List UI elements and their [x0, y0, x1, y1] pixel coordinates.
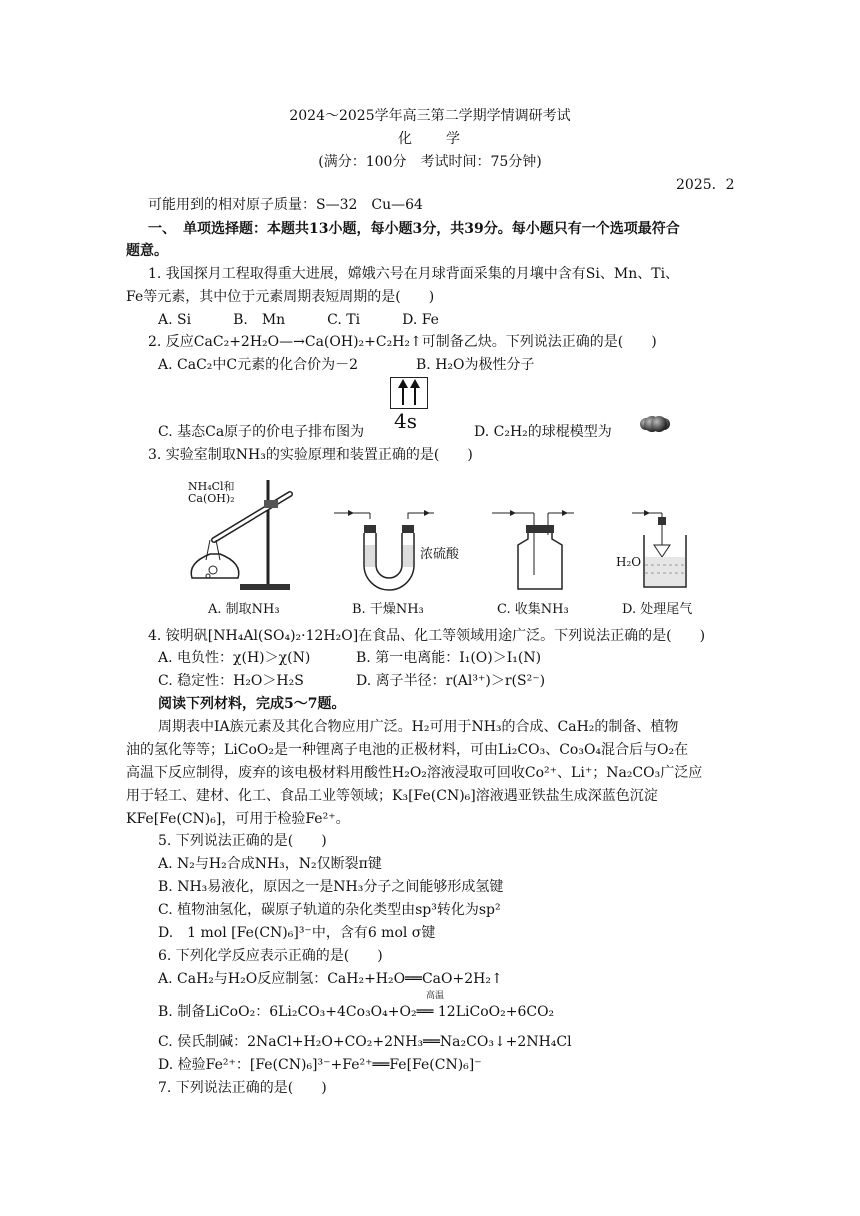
q2-option-c: C. 基态Ca原子的价电子排布图为 [158, 424, 365, 440]
q5-stem: 5. 下列说法正确的是( ) [158, 833, 327, 849]
section1-heading-cont: 题意。 [126, 243, 168, 259]
q5-option-a: A. N₂与H₂合成NH₃，N₂仅断裂π键 [158, 856, 382, 872]
reagent-label-2: Ca(OH)₂ [188, 492, 235, 505]
reading-line-4: 用于轻工、建材、化工、食品工业等领域；K₃[Fe(CN)₆]溶液遇亚铁盐生成深蓝色沉淀 [126, 788, 658, 804]
caption-a: A. 制取NH₃ [208, 602, 280, 617]
q6-option-d: D. 检验Fe²⁺：[Fe(CN)₆]³⁻+Fe²⁺══Fe[Fe(CN)₆]⁻ [158, 1057, 482, 1073]
q2-stem: 2. 反应CaC₂+2H₂O—→Ca(OH)₂+C₂H₂↑可制备乙炔。下列说法正确的是( ) [148, 334, 657, 350]
q1-stem-cont: Fe等元素，其中位于元素周期表短周期的是( ) [126, 289, 435, 305]
q1-stem: 1. 我国探月工程取得重大进展，嫦娥六号在月球背面采集的月壤中含有Si、Mn、Ti、 [148, 266, 680, 282]
q2-option-d: D. C₂H₂的球棍模型为 [474, 424, 612, 440]
reading-line-1: 周期表中ⅠA族元素及其化合物应用广泛。H₂可用于NH₃的合成、CaH₂的制备、植物 [158, 719, 679, 735]
caption-b: B. 干燥NH₃ [352, 602, 424, 617]
reading-intro: 阅读下列材料，完成5～7题。 [158, 696, 346, 712]
q4-option-a: A. 电负性：χ(H)＞χ(N) [158, 650, 311, 666]
q6-stem: 6. 下列化学反应表示正确的是( ) [158, 948, 383, 964]
c2h2-ball-model-icon [640, 410, 670, 438]
q5-option-c: C. 植物油氢化，碳原子轨道的杂化类型由sp³转化为sp² [158, 902, 501, 918]
caption-d: D. 处理尾气 [622, 602, 693, 617]
q4-stem: 4. 铵明矾[NH₄Al(SO₄)₂·12H₂O]在食品、化工等领域用途广泛。下列说法正确的是( ) [148, 628, 706, 644]
q4-option-b: B. 第一电离能：I₁(O)＞I₁(N) [356, 650, 542, 666]
q2-option-a: A. CaC₂中C元素的化合价为－2 [158, 357, 359, 373]
exam-info: (满分：100分 考试时间：75分钟) [318, 154, 542, 170]
paired-arrows-icon [391, 378, 427, 408]
exam-title: 2024～2025学年高三第二学期学情调研考试 [289, 108, 571, 124]
reading-line-3: 高温下反应制得，废弃的该电极材料用酸性H₂O₂溶液浸取可回收Co²⁺、Li⁺；Na₂CO₃广泛应 [126, 765, 703, 781]
orbital-label: 4s [394, 409, 417, 433]
section1-heading: 一、 单项选择题：本题共13小题，每小题3分，共39分。每小题只有一个选项最符合 [148, 221, 680, 237]
atomic-mass-note: 可能用到的相对原子质量：S—32 Cu—64 [148, 197, 423, 213]
q3-stem: 3. 实验室制取NH₃的实验原理和装置正确的是( ) [148, 447, 473, 463]
reading-line-5: KFe[Fe(CN)₆]，可用于检验Fe²⁺。 [126, 811, 350, 827]
q7-stem: 7. 下列说法正确的是( ) [158, 1080, 327, 1096]
q2-option-b: B. H₂O为极性分子 [416, 357, 535, 373]
q5-option-b: B. NH₃易液化，原因之一是NH₃分子之间能够形成氢键 [158, 879, 504, 895]
q6-option-b: B. 制备LiCoO₂：6Li₂CO₃+4Co₃O₄+O₂══ 12LiCoO₂+6CO₂ [158, 1004, 555, 1020]
q6-option-c: C. 侯氏制碱：2NaCl+H₂O+CO₂+2NH₃══Na₂CO₃↓+2NH₄Cl [158, 1034, 572, 1050]
q6-b-condition: 高温 [426, 991, 445, 1001]
reading-line-2: 油的氢化等等；LiCoO₂是一种锂离子电池的正极材料，可由Li₂CO₃、Co₃O₄混合后与O₂在 [126, 742, 689, 758]
acid-label: 浓硫酸 [420, 547, 460, 562]
exam-date: 2025．2 [676, 177, 735, 193]
caption-c: C. 收集NH₃ [497, 602, 569, 617]
q1-options: A. Si B. Mn C. Ti D. Fe [158, 312, 439, 328]
q6-option-a: A. CaH₂与H₂O反应制氢：CaH₂+H₂O══CaO+2H₂↑ [158, 971, 503, 987]
q4-option-c: C. 稳定性：H₂O＞H₂S [158, 673, 304, 689]
reagent-label: NH₄Cl和 [188, 480, 235, 493]
apparatus-c-figure [490, 505, 580, 595]
q5-option-d: D. 1 mol [Fe(CN)₆]³⁻中，含有6 mol σ键 [158, 925, 436, 941]
subject-title: 化 学 [398, 131, 462, 147]
water-label: H₂O [616, 555, 642, 569]
apparatus-d-figure [630, 505, 710, 595]
orbital-box [390, 377, 428, 409]
q4-option-d: D. 离子半径：r(Al³⁺)＞r(S²⁻) [356, 673, 546, 689]
